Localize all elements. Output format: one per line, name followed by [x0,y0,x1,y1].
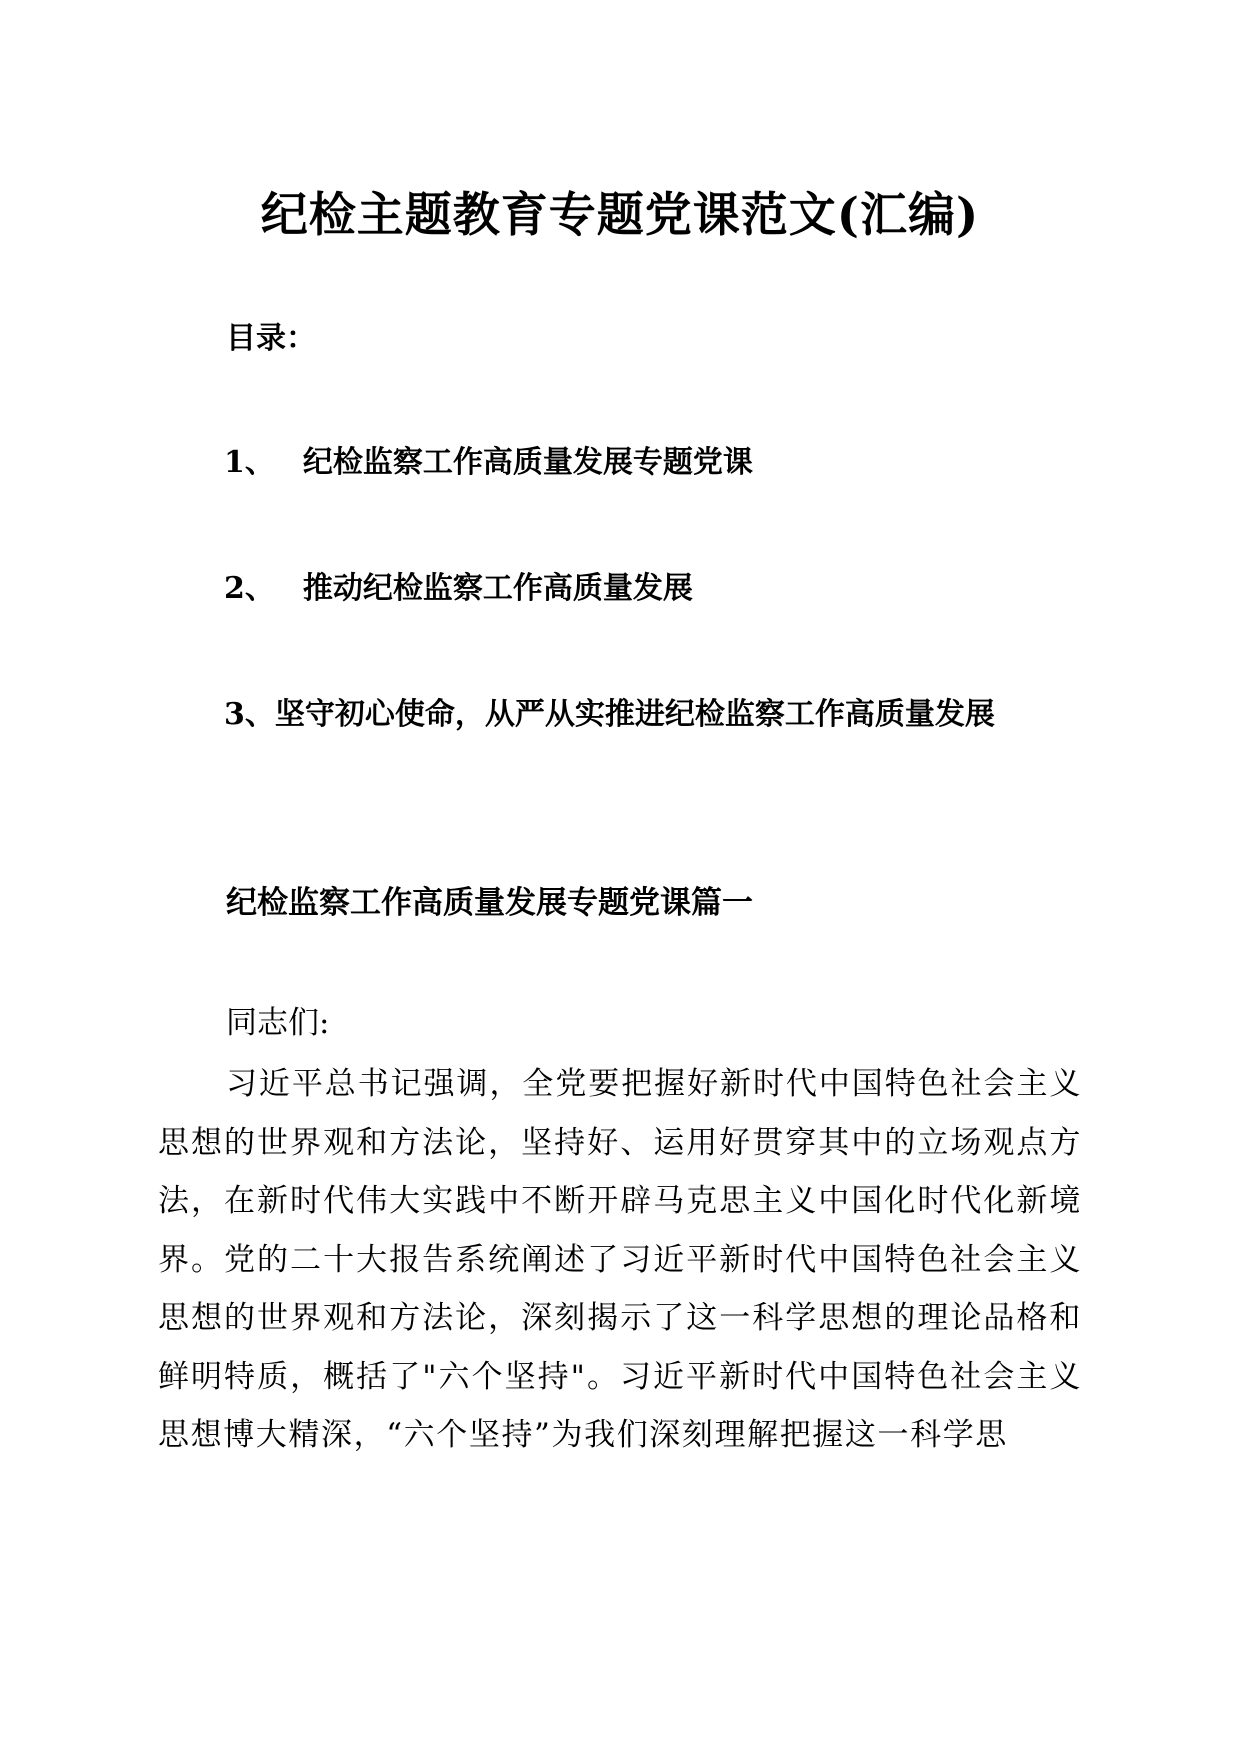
toc-item [224,563,693,607]
toc-item-text: 纪检监察工作高质量发展专题党课 [302,445,753,480]
document-title: 纪检主题教育专题党课范文(汇编) [260,188,980,243]
toc-item-number: 2、 [224,571,275,606]
toc-item-number: 3、 [224,697,275,732]
body-paragraph: 习近平总书记强调，全党要把握好新时代中国特色社会主义思想的世界观和方法论，坚持好、运用好贯穿其中的立场观点方法，在新时代伟大实践中不断开辟马克思主义中国化时代化新境界。党的二十大报告系统阐述了习近平新时代中国特色社会主义思想的世界观和方法论，深刻揭示了这一科学思想的理论品格和鲜明特质，概括了"六个坚持"。习近平新时代中国特色社会主义思想博大精深，“六个坚持”为我们深刻理解把握这一科学思 [158,1066,1082,1453]
section-heading: 纪检监察工作高质量发展专题党课篇一 [226,885,753,921]
salutation: 同志们: [226,1005,330,1041]
toc-item-number: 1、 [224,445,275,480]
toc-item-text: 推动纪检监察工作高质量发展 [302,571,693,606]
toc-item [224,689,995,733]
toc-heading: 目录： [226,321,316,356]
toc-item-text: 坚守初心使命，从严从实推进纪检监察工作高质量发展 [274,697,995,732]
toc-item [224,437,753,481]
